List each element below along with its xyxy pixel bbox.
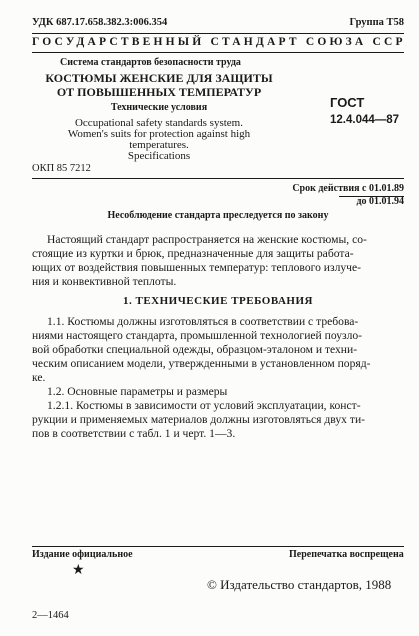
intro-line-4: ния и конвективной теплоты. <box>32 275 177 288</box>
clause-1-2-1-line-3: пов в соответствии с табл. 1 и черт. 1—3. <box>32 427 236 440</box>
english-title <box>32 118 286 162</box>
system-name: Система стандартов безопасности труда <box>60 57 241 68</box>
intro-line-1: Настоящий стандарт распространяется на женские костюмы, со- <box>47 233 367 246</box>
group-code: Группа Т58 <box>349 17 404 28</box>
intro-line-2: стоящие из куртки и брюк, предназначенные для защиты работа- <box>32 247 354 260</box>
clause-1-1-line-2: ниями настоящего стандарта, промышленной технологией поузло- <box>32 329 363 342</box>
title-line-2: ОТ ПОВЫШЕННЫХ ТЕМПЕРАТУР <box>56 85 262 99</box>
subtitle: Технические условия <box>110 102 208 113</box>
law-notice-text: Несоблюдение стандарта преследуется по закону <box>107 210 329 221</box>
standard-banner: ГОСУДАРСТВЕННЫЙ СТАНДАРТ СОЮЗА ССР <box>32 36 406 48</box>
footer-rule <box>32 546 404 547</box>
validity-from: Срок действия с 01.01.89 <box>292 183 404 194</box>
title-block-rule <box>32 178 404 179</box>
header-rule <box>32 33 404 34</box>
english-line-1: Occupational safety standards system. <box>74 117 243 129</box>
banner-rule <box>32 52 404 53</box>
star-icon: ★ <box>72 563 85 578</box>
clause-1-2: 1.2. Основные параметры и размеры <box>47 385 228 398</box>
clause-1-1-line-5: ке. <box>32 371 46 384</box>
gost-label: ГОСТ <box>330 95 365 110</box>
title-line-1: КОСТЮМЫ ЖЕНСКИЕ ДЛЯ ЗАЩИТЫ <box>45 71 273 85</box>
okp-code: ОКП 85 7212 <box>32 163 91 174</box>
english-line-4: Specifications <box>127 150 191 162</box>
gost-number: 12.4.044—87 <box>330 114 400 126</box>
clause-1-2-1-line-1: 1.2.1. Костюмы в зависимости от условий эксплуатации, конст- <box>47 399 361 412</box>
english-line-3: temperatures. <box>129 139 189 151</box>
official-edition: Издание официальное <box>32 549 133 560</box>
udk-code: УДК 687.17.658.382.3:006.354 <box>32 17 168 28</box>
clause-1-1-line-3: вой обработки специальной одежды, образцом-эталоном и техни- <box>32 343 358 356</box>
copyright: © Издательство стандартов, 1988 <box>207 577 392 592</box>
reprint-prohibited: Перепечатка воспрещена <box>289 549 404 560</box>
clause-1-2-1-line-2: рукции и применяемых материалов должны изготовляться двух ти- <box>32 413 366 426</box>
page-code: 2—1464 <box>32 610 69 621</box>
clause-1-1-line-4: ческим описанием модели, утвержденными в установленном поряд- <box>32 357 371 370</box>
intro-line-3: ющих от воздействия повышенных температур: теплового излуче- <box>32 261 361 274</box>
validity-to: до 01.01.94 <box>356 196 404 207</box>
clause-1-1-line-1: 1.1. Костюмы должны изготовляться в соответствии с требова- <box>47 315 359 328</box>
section-heading: 1. ТЕХНИЧЕСКИЕ ТРЕБОВАНИЯ <box>123 295 313 307</box>
english-line-2: Women's suits for protection against high <box>67 128 251 140</box>
